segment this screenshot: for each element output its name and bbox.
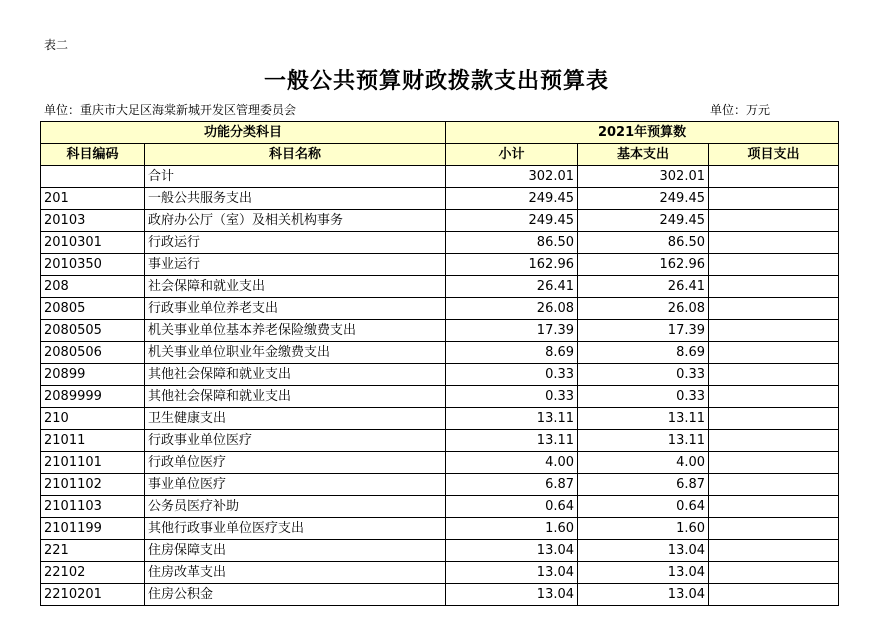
header-subject-code: 科目编码 xyxy=(41,144,145,166)
subject-code-cell: 2101103 xyxy=(41,496,145,518)
subject-code-cell: 201 xyxy=(41,188,145,210)
project-expenditure-cell xyxy=(709,540,839,562)
table-row xyxy=(41,342,839,364)
basic-expenditure-cell: 0.33 xyxy=(578,364,709,386)
basic-expenditure-cell: 26.08 xyxy=(578,298,709,320)
subtotal-cell: 26.08 xyxy=(446,298,578,320)
table-row xyxy=(41,320,839,342)
subtotal-cell: 13.11 xyxy=(446,408,578,430)
basic-expenditure-cell: 4.00 xyxy=(578,452,709,474)
subtotal-cell: 1.60 xyxy=(446,518,578,540)
basic-expenditure-cell: 13.11 xyxy=(578,408,709,430)
subtotal-cell: 13.04 xyxy=(446,562,578,584)
basic-expenditure-cell: 249.45 xyxy=(578,210,709,232)
subject-code-cell: 221 xyxy=(41,540,145,562)
subject-name-cell: 一般公共服务支出 xyxy=(145,188,446,210)
subject-name-cell: 公务员医疗补助 xyxy=(145,496,446,518)
table-row xyxy=(41,562,839,584)
subject-code-cell: 2089999 xyxy=(41,386,145,408)
table-row xyxy=(41,232,839,254)
subject-code-cell: 2101102 xyxy=(41,474,145,496)
table-row xyxy=(41,276,839,298)
subject-name-cell: 事业单位医疗 xyxy=(145,474,446,496)
project-expenditure-cell xyxy=(709,386,839,408)
subtotal-cell: 0.33 xyxy=(446,364,578,386)
subject-name-cell: 行政事业单位养老支出 xyxy=(145,298,446,320)
header-group-row xyxy=(41,122,839,144)
subject-name-cell: 其他社会保障和就业支出 xyxy=(145,386,446,408)
basic-expenditure-cell: 26.41 xyxy=(578,276,709,298)
subject-name-cell: 合计 xyxy=(145,166,446,188)
table-body xyxy=(41,166,839,606)
header-basic-expenditure: 基本支出 xyxy=(578,144,709,166)
project-expenditure-cell xyxy=(709,232,839,254)
subject-name-cell: 社会保障和就业支出 xyxy=(145,276,446,298)
subtotal-cell: 26.41 xyxy=(446,276,578,298)
table-row xyxy=(41,408,839,430)
unit-currency: 单位：万元 xyxy=(710,103,771,117)
subtotal-cell: 249.45 xyxy=(446,210,578,232)
basic-expenditure-cell: 13.04 xyxy=(578,562,709,584)
project-expenditure-cell xyxy=(709,188,839,210)
header-functional-classification: 功能分类科目 xyxy=(41,122,446,144)
basic-expenditure-cell: 13.04 xyxy=(578,540,709,562)
subtotal-cell: 6.87 xyxy=(446,474,578,496)
subject-code-cell: 20899 xyxy=(41,364,145,386)
project-expenditure-cell xyxy=(709,518,839,540)
subject-code-cell: 21011 xyxy=(41,430,145,452)
subject-code-cell xyxy=(41,166,145,188)
project-expenditure-cell xyxy=(709,320,839,342)
project-expenditure-cell xyxy=(709,298,839,320)
table-row xyxy=(41,386,839,408)
table-row xyxy=(41,584,839,606)
basic-expenditure-cell: 86.50 xyxy=(578,232,709,254)
project-expenditure-cell xyxy=(709,562,839,584)
subject-code-cell: 2101101 xyxy=(41,452,145,474)
subtotal-cell: 13.11 xyxy=(446,430,578,452)
header-column-row xyxy=(41,144,839,166)
table-row xyxy=(41,540,839,562)
project-expenditure-cell xyxy=(709,474,839,496)
project-expenditure-cell xyxy=(709,408,839,430)
table-row xyxy=(41,496,839,518)
subject-name-cell: 卫生健康支出 xyxy=(145,408,446,430)
subject-name-cell: 其他社会保障和就业支出 xyxy=(145,364,446,386)
table-row xyxy=(41,430,839,452)
subject-code-cell: 20805 xyxy=(41,298,145,320)
subject-name-cell: 政府办公厅（室）及相关机构事务 xyxy=(145,210,446,232)
project-expenditure-cell xyxy=(709,342,839,364)
subject-code-cell: 2080506 xyxy=(41,342,145,364)
table-row xyxy=(41,254,839,276)
subject-code-cell: 210 xyxy=(41,408,145,430)
subject-code-cell: 2101199 xyxy=(41,518,145,540)
basic-expenditure-cell: 17.39 xyxy=(578,320,709,342)
subtotal-cell: 8.69 xyxy=(446,342,578,364)
subtotal-cell: 249.45 xyxy=(446,188,578,210)
table-row xyxy=(41,518,839,540)
basic-expenditure-cell: 0.64 xyxy=(578,496,709,518)
subject-code-cell: 2010301 xyxy=(41,232,145,254)
page-title: 一般公共预算财政拨款支出预算表 xyxy=(263,69,609,94)
table-row xyxy=(41,298,839,320)
subject-name-cell: 住房改革支出 xyxy=(145,562,446,584)
subject-name-cell: 机关事业单位基本养老保险缴费支出 xyxy=(145,320,446,342)
basic-expenditure-cell: 6.87 xyxy=(578,474,709,496)
subtotal-cell: 0.64 xyxy=(446,496,578,518)
subject-code-cell: 20103 xyxy=(41,210,145,232)
project-expenditure-cell xyxy=(709,254,839,276)
table-row xyxy=(41,474,839,496)
table-row xyxy=(41,188,839,210)
project-expenditure-cell xyxy=(709,430,839,452)
project-expenditure-cell xyxy=(709,584,839,606)
subtotal-cell: 13.04 xyxy=(446,540,578,562)
header-project-expenditure: 项目支出 xyxy=(709,144,839,166)
table-number: 表二 xyxy=(44,38,69,52)
subject-code-cell: 2010350 xyxy=(41,254,145,276)
basic-expenditure-cell: 162.96 xyxy=(578,254,709,276)
subject-code-cell: 2080505 xyxy=(41,320,145,342)
unit-organization: 单位：重庆市大足区海棠新城开发区管理委员会 xyxy=(44,103,297,117)
project-expenditure-cell xyxy=(709,166,839,188)
subtotal-cell: 86.50 xyxy=(446,232,578,254)
budget-table xyxy=(40,121,839,606)
subject-code-cell: 22102 xyxy=(41,562,145,584)
header-subtotal: 小计 xyxy=(446,144,578,166)
table-row xyxy=(41,364,839,386)
subject-name-cell: 其他行政事业单位医疗支出 xyxy=(145,518,446,540)
basic-expenditure-cell: 249.45 xyxy=(578,188,709,210)
subject-name-cell: 事业运行 xyxy=(145,254,446,276)
basic-expenditure-cell: 0.33 xyxy=(578,386,709,408)
subject-code-cell: 2210201 xyxy=(41,584,145,606)
subject-name-cell: 行政运行 xyxy=(145,232,446,254)
basic-expenditure-cell: 8.69 xyxy=(578,342,709,364)
table-row xyxy=(41,166,839,188)
project-expenditure-cell xyxy=(709,496,839,518)
project-expenditure-cell xyxy=(709,210,839,232)
subtotal-cell: 0.33 xyxy=(446,386,578,408)
table-row xyxy=(41,452,839,474)
subject-name-cell: 行政事业单位医疗 xyxy=(145,430,446,452)
basic-expenditure-cell: 13.04 xyxy=(578,584,709,606)
project-expenditure-cell xyxy=(709,364,839,386)
basic-expenditure-cell: 302.01 xyxy=(578,166,709,188)
subtotal-cell: 162.96 xyxy=(446,254,578,276)
basic-expenditure-cell: 13.11 xyxy=(578,430,709,452)
subtotal-cell: 302.01 xyxy=(446,166,578,188)
subject-name-cell: 住房公积金 xyxy=(145,584,446,606)
project-expenditure-cell xyxy=(709,452,839,474)
subtotal-cell: 17.39 xyxy=(446,320,578,342)
subtotal-cell: 4.00 xyxy=(446,452,578,474)
header-subject-name: 科目名称 xyxy=(145,144,446,166)
subject-code-cell: 208 xyxy=(41,276,145,298)
subject-name-cell: 住房保障支出 xyxy=(145,540,446,562)
subject-name-cell: 行政单位医疗 xyxy=(145,452,446,474)
subject-name-cell: 机关事业单位职业年金缴费支出 xyxy=(145,342,446,364)
subtotal-cell: 13.04 xyxy=(446,584,578,606)
project-expenditure-cell xyxy=(709,276,839,298)
basic-expenditure-cell: 1.60 xyxy=(578,518,709,540)
table-row xyxy=(41,210,839,232)
table-header xyxy=(41,122,839,166)
header-budget-year: 2021年预算数 xyxy=(446,122,839,144)
